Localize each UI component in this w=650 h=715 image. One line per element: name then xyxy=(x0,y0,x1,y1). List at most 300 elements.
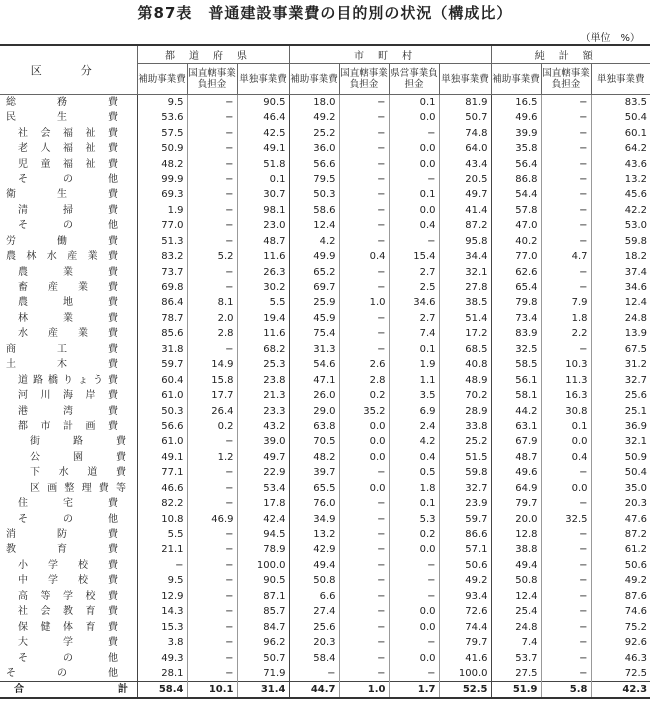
row-label-text: その他 xyxy=(6,667,118,679)
table-cell: − xyxy=(137,558,187,573)
table-cell: 32.7 xyxy=(439,481,491,496)
table-cell: 31.3 xyxy=(289,342,339,357)
table-cell: − xyxy=(541,558,591,573)
row-label-text: 中学校費 xyxy=(18,575,118,587)
table-cell: 34.6 xyxy=(591,280,650,295)
table-cell: 31.2 xyxy=(591,357,650,372)
table-cell: 36.0 xyxy=(289,141,339,156)
table-cell: − xyxy=(339,264,389,279)
table-cell: − xyxy=(187,527,237,542)
table-cell: 50.8 xyxy=(491,573,541,588)
row-label xyxy=(0,218,137,233)
table-cell: 0.0 xyxy=(541,481,591,496)
table-cell: 86.8 xyxy=(491,172,541,187)
table-cell: − xyxy=(541,666,591,682)
table-cell: − xyxy=(339,527,389,542)
table-cell: 42.4 xyxy=(237,511,289,526)
table-cell: 48.7 xyxy=(237,234,289,249)
table-row xyxy=(0,264,650,279)
table-row xyxy=(0,372,650,387)
table-cell: 47.1 xyxy=(289,372,339,387)
table-cell: 2.4 xyxy=(389,419,439,434)
table-cell: − xyxy=(187,264,237,279)
table-cell: 50.4 xyxy=(591,110,650,125)
table-cell: 0.1 xyxy=(389,496,439,511)
table-cell: 4.2 xyxy=(289,234,339,249)
table-row xyxy=(0,110,650,125)
table-cell: 95.8 xyxy=(439,234,491,249)
table-cell: 46.4 xyxy=(237,110,289,125)
table-cell: − xyxy=(541,95,591,111)
table-cell: − xyxy=(339,95,389,111)
table-cell: 51.9 xyxy=(491,681,541,698)
table-cell: 82.2 xyxy=(137,496,187,511)
table-cell: 45.6 xyxy=(591,187,650,202)
table-cell: 9.5 xyxy=(137,573,187,588)
table-cell: − xyxy=(187,558,237,573)
table-cell: 58.4 xyxy=(289,650,339,665)
table-cell: 86.6 xyxy=(439,527,491,542)
table-cell: 43.4 xyxy=(439,156,491,171)
table-cell: 49.2 xyxy=(289,110,339,125)
table-cell: 0.0 xyxy=(389,650,439,665)
row-label-text: 大学費 xyxy=(18,637,118,649)
table-cell: 41.4 xyxy=(439,203,491,218)
table-cell: 49.1 xyxy=(137,450,187,465)
table-cell: − xyxy=(339,141,389,156)
table-cell: 83.9 xyxy=(491,326,541,341)
table-cell: 8.1 xyxy=(187,295,237,310)
table-cell: 2.2 xyxy=(541,326,591,341)
table-cell: 0.1 xyxy=(389,95,439,111)
table-cell: − xyxy=(541,465,591,480)
table-cell: 0.2 xyxy=(389,527,439,542)
table-cell: 49.4 xyxy=(289,558,339,573)
table-cell: 1.8 xyxy=(389,481,439,496)
table-cell: 50.3 xyxy=(289,187,339,202)
table-cell: 98.1 xyxy=(237,203,289,218)
table-cell: 0.0 xyxy=(339,450,389,465)
table-cell: 32.5 xyxy=(491,342,541,357)
table-cell: 49.7 xyxy=(237,450,289,465)
table-cell: 10.8 xyxy=(137,511,187,526)
row-label-text: 教育費 xyxy=(6,544,118,556)
table-cell: − xyxy=(187,141,237,156)
table-cell: − xyxy=(541,527,591,542)
table-cell: 24.8 xyxy=(591,311,650,326)
table-cell: 57.5 xyxy=(137,125,187,140)
table-cell: 2.8 xyxy=(339,372,389,387)
row-label xyxy=(0,619,137,634)
row-label xyxy=(0,187,137,202)
table-cell: 0.4 xyxy=(339,249,389,264)
table-cell: 56.6 xyxy=(289,156,339,171)
table-cell: − xyxy=(187,187,237,202)
table-cell: − xyxy=(389,125,439,140)
table-cell: 49.9 xyxy=(289,249,339,264)
table-cell: 58.5 xyxy=(491,357,541,372)
table-cell: 49.4 xyxy=(491,558,541,573)
table-cell: − xyxy=(339,650,389,665)
table-cell: 46.6 xyxy=(137,481,187,496)
row-label xyxy=(0,450,137,465)
table-cell: 12.4 xyxy=(289,218,339,233)
table-cell: 69.3 xyxy=(137,187,187,202)
table-cell: 30.2 xyxy=(237,280,289,295)
table-cell: 0.0 xyxy=(389,619,439,634)
table-cell: 61.2 xyxy=(591,542,650,557)
table-cell: 6.9 xyxy=(389,403,439,418)
table-cell: 0.4 xyxy=(389,450,439,465)
table-cell: − xyxy=(187,573,237,588)
row-label xyxy=(0,372,137,387)
table-cell: 49.7 xyxy=(439,187,491,202)
table-cell: − xyxy=(339,619,389,634)
row-label xyxy=(0,280,137,295)
row-label xyxy=(0,110,137,125)
table-cell: 53.6 xyxy=(137,110,187,125)
table-row xyxy=(0,172,650,187)
table-row xyxy=(0,558,650,573)
table-cell: 44.2 xyxy=(491,403,541,418)
table-cell: 2.7 xyxy=(389,311,439,326)
table-cell: 0.1 xyxy=(389,187,439,202)
table-cell: 4.2 xyxy=(389,434,439,449)
table-cell: 84.7 xyxy=(237,619,289,634)
table-cell: 34.6 xyxy=(389,295,439,310)
table-cell: − xyxy=(339,342,389,357)
table-cell: 90.5 xyxy=(237,573,289,588)
table-cell: 21.3 xyxy=(237,388,289,403)
table-cell: 34.9 xyxy=(289,511,339,526)
table-cell: 12.4 xyxy=(591,295,650,310)
table-row xyxy=(0,187,650,202)
table-cell: 16.5 xyxy=(491,95,541,111)
table-cell: 0.0 xyxy=(389,542,439,557)
table-row xyxy=(0,511,650,526)
table-cell: 48.9 xyxy=(439,372,491,387)
subheader: 単独事業費 xyxy=(237,64,289,95)
table-cell: − xyxy=(389,666,439,682)
subheader: 補助事業費 xyxy=(137,64,187,95)
table-cell: 61.0 xyxy=(137,434,187,449)
table-cell: 50.8 xyxy=(289,573,339,588)
table-cell: − xyxy=(187,95,237,111)
table-cell: 1.0 xyxy=(339,295,389,310)
table-cell: − xyxy=(541,589,591,604)
table-cell: 50.6 xyxy=(439,558,491,573)
table-cell: 3.8 xyxy=(137,635,187,650)
table-cell: 25.6 xyxy=(289,619,339,634)
table-cell: 15.8 xyxy=(187,372,237,387)
table-cell: 28.9 xyxy=(439,403,491,418)
subheader: 国直轄事業負担金 xyxy=(187,64,237,95)
table-row xyxy=(0,141,650,156)
table-cell: 15.4 xyxy=(389,249,439,264)
table-cell: 42.2 xyxy=(591,203,650,218)
table-cell: 63.1 xyxy=(491,419,541,434)
row-label-text: 小学校費 xyxy=(18,559,118,571)
table-cell: 75.4 xyxy=(289,326,339,341)
table-cell: 32.7 xyxy=(591,372,650,387)
table-cell: 67.5 xyxy=(591,342,650,357)
table-cell: − xyxy=(541,218,591,233)
table-cell: 79.8 xyxy=(491,295,541,310)
table-cell: 42.9 xyxy=(289,542,339,557)
table-cell: 51.5 xyxy=(439,450,491,465)
table-cell: − xyxy=(187,110,237,125)
table-cell: 50.7 xyxy=(237,650,289,665)
table-cell: 51.4 xyxy=(439,311,491,326)
group-header-net-total: 純計額 xyxy=(491,45,650,64)
table-cell: 2.6 xyxy=(339,357,389,372)
table-cell: 100.0 xyxy=(439,666,491,682)
table-row xyxy=(0,249,650,264)
row-label-text: 清掃費 xyxy=(18,204,118,216)
table-cell: 11.6 xyxy=(237,326,289,341)
row-label-text: 街路費 xyxy=(30,436,126,448)
table-cell: − xyxy=(187,635,237,650)
table-cell: 50.9 xyxy=(591,450,650,465)
table-cell: 59.8 xyxy=(591,234,650,249)
table-cell: 38.8 xyxy=(491,542,541,557)
table-cell: − xyxy=(389,172,439,187)
table-cell: 44.7 xyxy=(289,681,339,698)
row-label xyxy=(0,589,137,604)
table-cell: − xyxy=(339,326,389,341)
table-cell: 77.1 xyxy=(137,465,187,480)
subheader: 国直轄事業負担金 xyxy=(541,64,591,95)
table-cell: 23.0 xyxy=(237,218,289,233)
table-cell: 47.6 xyxy=(591,511,650,526)
table-cell: 35.8 xyxy=(491,141,541,156)
table-cell: 48.2 xyxy=(289,450,339,465)
table-cell: 60.1 xyxy=(591,125,650,140)
row-label-text: 労働費 xyxy=(6,235,118,247)
table-cell: 81.9 xyxy=(439,95,491,111)
subheader: 国直轄事業負担金 xyxy=(339,64,389,95)
subheader: 補助事業費 xyxy=(289,64,339,95)
table-cell: 13.2 xyxy=(289,527,339,542)
table-cell: 18.2 xyxy=(591,249,650,264)
table-cell: 0.0 xyxy=(339,434,389,449)
table-cell: 16.3 xyxy=(541,388,591,403)
table-row xyxy=(0,635,650,650)
table-cell: 5.5 xyxy=(137,527,187,542)
table-row xyxy=(0,496,650,511)
table-cell: 50.4 xyxy=(591,465,650,480)
unit-note: （単位 %） xyxy=(580,33,640,44)
row-label-text: 消防費 xyxy=(6,529,118,541)
row-label xyxy=(0,311,137,326)
table-cell: 25.2 xyxy=(439,434,491,449)
table-cell: 27.8 xyxy=(439,280,491,295)
row-label-text: 老人福祉費 xyxy=(18,143,118,155)
table-cell: 77.0 xyxy=(137,218,187,233)
table-cell: 5.2 xyxy=(187,249,237,264)
table-cell: 63.8 xyxy=(289,419,339,434)
table-cell: 9.5 xyxy=(137,95,187,111)
table-cell: 72.5 xyxy=(591,666,650,682)
table-cell: 17.7 xyxy=(187,388,237,403)
table-cell: − xyxy=(339,280,389,295)
table-cell: 1.7 xyxy=(389,681,439,698)
table-cell: 0.0 xyxy=(339,419,389,434)
table-cell: 87.1 xyxy=(237,589,289,604)
row-label-text: その他 xyxy=(18,220,118,232)
row-label-text: 区画整理費等 xyxy=(30,482,126,494)
table-cell: 49.1 xyxy=(237,141,289,156)
table-cell: 74.4 xyxy=(439,619,491,634)
table-cell: 20.3 xyxy=(289,635,339,650)
table-cell: 20.0 xyxy=(491,511,541,526)
table-row xyxy=(0,419,650,434)
row-label xyxy=(0,203,137,218)
table-cell: 1.1 xyxy=(389,372,439,387)
table-cell: − xyxy=(339,156,389,171)
table-cell: − xyxy=(541,619,591,634)
row-label xyxy=(0,681,137,698)
table-cell: 50.9 xyxy=(137,141,187,156)
row-label xyxy=(0,172,137,187)
table-cell: 78.7 xyxy=(137,311,187,326)
table-cell: 0.0 xyxy=(541,434,591,449)
row-label xyxy=(0,295,137,310)
table-row xyxy=(0,619,650,634)
table-cell: − xyxy=(187,203,237,218)
table-cell: 73.7 xyxy=(137,264,187,279)
table-cell: 35.2 xyxy=(339,403,389,418)
table-cell: 79.7 xyxy=(491,496,541,511)
row-label xyxy=(0,635,137,650)
row-label-text: 衛生費 xyxy=(6,189,118,201)
table-cell: − xyxy=(187,619,237,634)
table-cell: 0.0 xyxy=(389,203,439,218)
table-cell: − xyxy=(541,156,591,171)
table-cell: − xyxy=(187,172,237,187)
table-cell: − xyxy=(541,542,591,557)
table-cell: 76.0 xyxy=(289,496,339,511)
row-label xyxy=(0,234,137,249)
row-label xyxy=(0,604,137,619)
table-cell: 67.9 xyxy=(491,434,541,449)
table-cell: 26.0 xyxy=(289,388,339,403)
table-cell: 92.6 xyxy=(591,635,650,650)
table-cell: 37.4 xyxy=(591,264,650,279)
table-cell: 12.4 xyxy=(491,589,541,604)
row-label xyxy=(0,558,137,573)
table-cell: 0.5 xyxy=(389,465,439,480)
table-cell: 29.0 xyxy=(289,403,339,418)
table-cell: 5.5 xyxy=(237,295,289,310)
table-row xyxy=(0,650,650,665)
table-row xyxy=(0,481,650,496)
table-cell: 40.2 xyxy=(491,234,541,249)
row-label-text: 農業費 xyxy=(18,266,118,278)
table-cell: 48.2 xyxy=(137,156,187,171)
table-cell: 12.9 xyxy=(137,589,187,604)
table-cell: 15.3 xyxy=(137,619,187,634)
table-cell: 54.4 xyxy=(491,187,541,202)
table-cell: 39.7 xyxy=(289,465,339,480)
table-cell: 79.7 xyxy=(439,635,491,650)
table-cell: 85.7 xyxy=(237,604,289,619)
table-cell: − xyxy=(339,187,389,202)
table-cell: 87.2 xyxy=(439,218,491,233)
table-cell: 0.1 xyxy=(237,172,289,187)
table-cell: 42.3 xyxy=(591,681,650,698)
table-row xyxy=(0,311,650,326)
table-cell: 2.8 xyxy=(187,326,237,341)
table-cell: − xyxy=(541,264,591,279)
table-cell: 68.5 xyxy=(439,342,491,357)
table-cell: 45.9 xyxy=(289,311,339,326)
table-cell: 23.9 xyxy=(439,496,491,511)
table-cell: − xyxy=(389,635,439,650)
table-cell: − xyxy=(187,666,237,682)
row-label xyxy=(0,527,137,542)
table-cell: 65.4 xyxy=(491,280,541,295)
table-cell: − xyxy=(187,481,237,496)
table-cell: 30.8 xyxy=(541,403,591,418)
row-label-text: 総務費 xyxy=(6,97,118,108)
table-cell: 75.2 xyxy=(591,619,650,634)
row-label xyxy=(0,573,137,588)
table-cell: 4.7 xyxy=(541,249,591,264)
table-cell: 42.5 xyxy=(237,125,289,140)
table-cell: 43.2 xyxy=(237,419,289,434)
subheader: 単独事業費 xyxy=(591,64,650,95)
row-label-text: 水産業費 xyxy=(18,328,118,340)
table-cell: 99.9 xyxy=(137,172,187,187)
table-cell: 2.0 xyxy=(187,311,237,326)
row-label xyxy=(0,542,137,557)
row-label-text: 高等学校費 xyxy=(18,590,118,602)
table-cell: 26.4 xyxy=(187,403,237,418)
table-cell: 1.8 xyxy=(541,311,591,326)
table-cell: 2.5 xyxy=(389,280,439,295)
table-cell: 12.8 xyxy=(491,527,541,542)
table-row xyxy=(0,604,650,619)
table-cell: 0.2 xyxy=(339,388,389,403)
table-cell: 96.2 xyxy=(237,635,289,650)
row-label xyxy=(0,326,137,341)
table-row xyxy=(0,218,650,233)
table-cell: − xyxy=(187,465,237,480)
table-cell: − xyxy=(541,650,591,665)
table-cell: 25.6 xyxy=(591,388,650,403)
table-cell: 3.5 xyxy=(389,388,439,403)
table-cell: 20.3 xyxy=(591,496,650,511)
table-row xyxy=(0,234,650,249)
table-cell: − xyxy=(339,172,389,187)
table-cell: 57.8 xyxy=(491,203,541,218)
row-label xyxy=(0,342,137,357)
table-cell: 5.3 xyxy=(389,511,439,526)
table-cell: 90.5 xyxy=(237,95,289,111)
table-cell: 77.0 xyxy=(491,249,541,264)
table-row xyxy=(0,326,650,341)
table-cell: 40.8 xyxy=(439,357,491,372)
table-cell: 93.4 xyxy=(439,589,491,604)
table-cell: 74.8 xyxy=(439,125,491,140)
row-label xyxy=(0,403,137,418)
group-header-municipality: 市町村 xyxy=(289,45,491,64)
table-cell: 25.3 xyxy=(237,357,289,372)
table-cell: − xyxy=(389,589,439,604)
row-label-text: 公園費 xyxy=(30,451,126,463)
table-cell: 57.1 xyxy=(439,542,491,557)
